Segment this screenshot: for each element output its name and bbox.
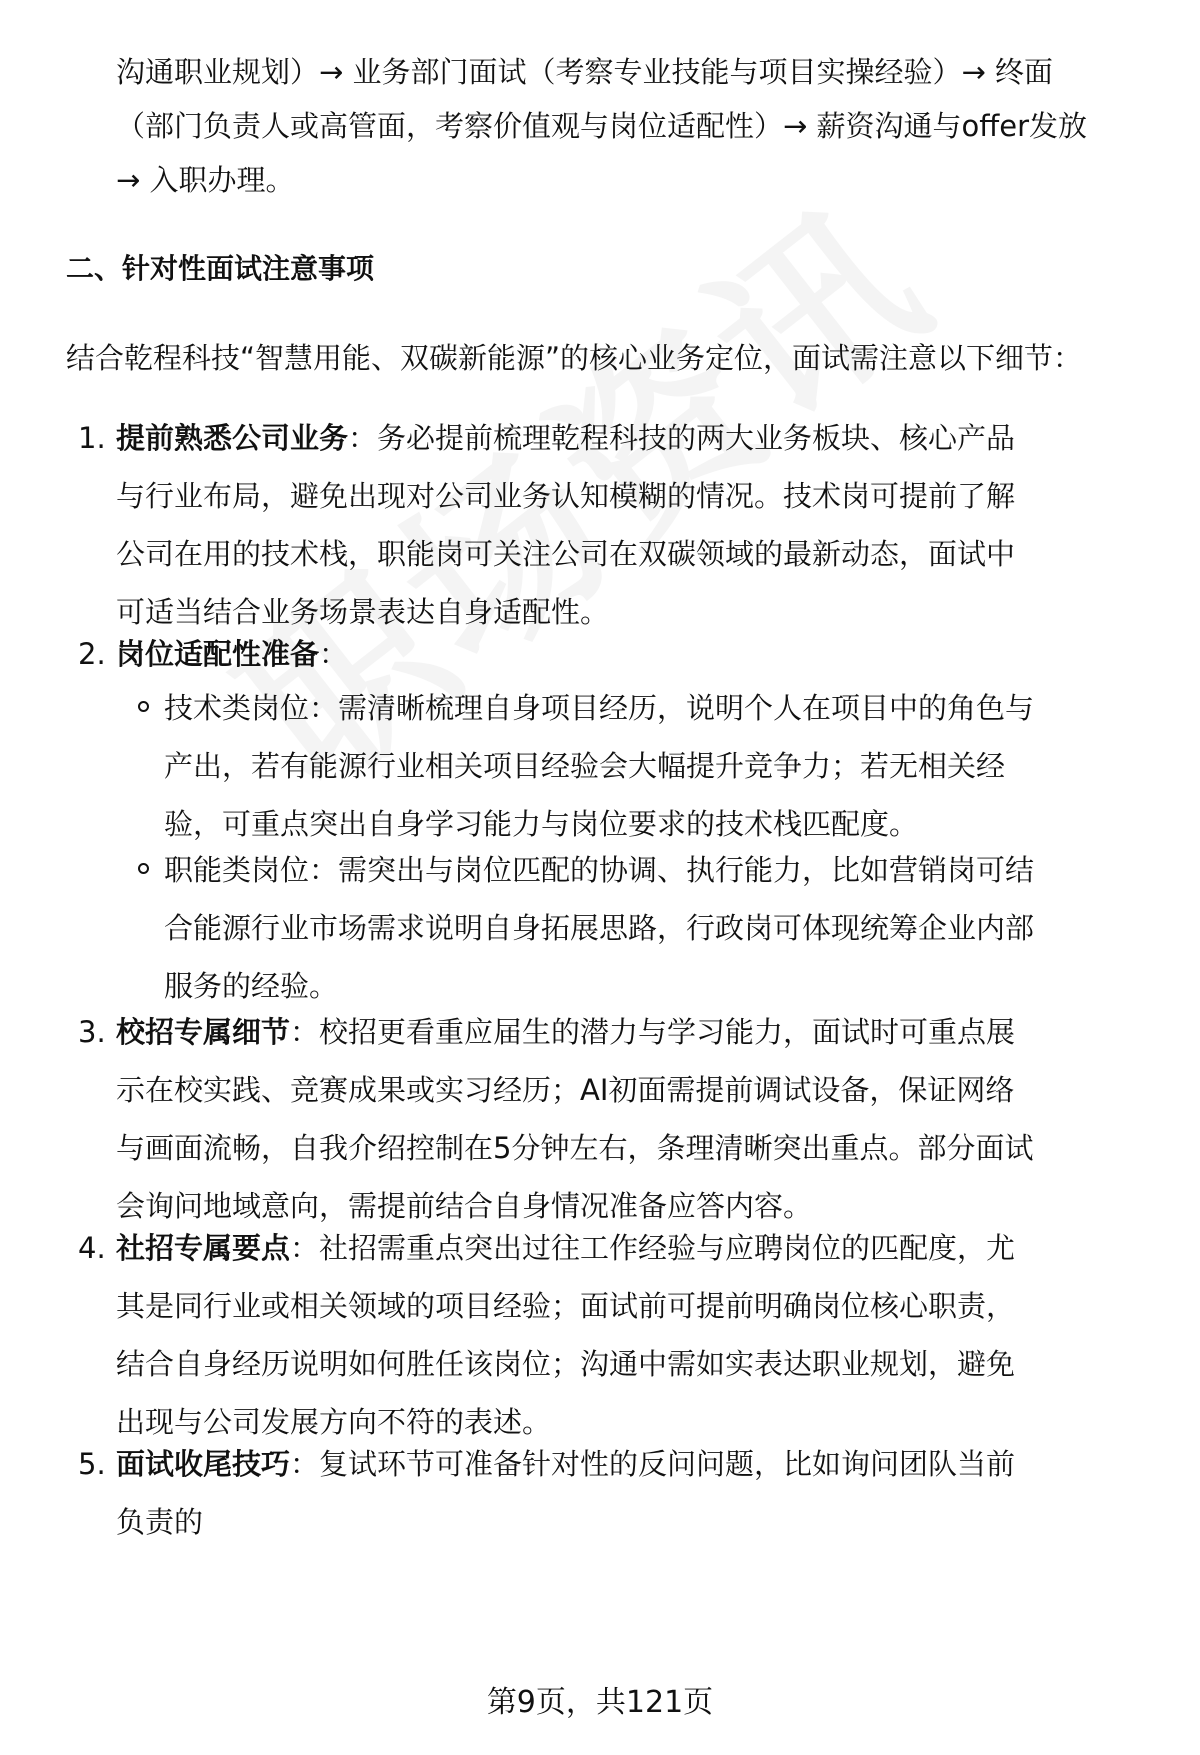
intro-line: （部门负责人或高管面，考察价值观与岗位适配性）→ 薪资沟通与offer发放 [116, 109, 1088, 143]
item-title: 社招专属要点 [116, 1231, 291, 1265]
list-item [116, 1003, 1034, 1235]
list-number: 2. [78, 637, 106, 671]
intro-line: → 入职办理。 [116, 163, 295, 197]
list-number: 1. [78, 421, 106, 455]
item-text: 复试环节可准备针对性的反问问题，比如询问团队当前负责的 [116, 1447, 1016, 1539]
page-footer: 第9页，共121页 [486, 1685, 714, 1720]
item-title: 提前熟悉公司业务 [116, 421, 349, 455]
hollow-bullet-icon [138, 701, 149, 712]
item-text: 务必提前梳理乾程科技的两大业务板块、核心产品与行业布局，避免出现对公司业务认知模糊的情况。技术岗可提前了解公司在用的技术栈，职能岗可关注公司在双碳领域的最新动态，面试中可适当结合业务场景表达自身适配性。 [116, 421, 1016, 629]
section-heading: 二、针对性面试注意事项 [66, 252, 375, 285]
item-colon: ： [290, 1231, 320, 1265]
list-number: 4. [78, 1231, 106, 1265]
list-item [116, 625, 1034, 683]
sub-list-item: 职能类岗位：需突出与岗位匹配的协调、执行能力，比如营销岗可结合能源行业市场需求说明自身拓展思路，行政岗可体现统筹企业内部服务的经验。 [164, 853, 1035, 1003]
item-colon: ： [348, 421, 378, 455]
list-number: 5. [78, 1447, 106, 1481]
item-title: 校招专属细节 [116, 1015, 291, 1049]
intro-line: 沟通职业规划）→ 业务部门面试（考察专业技能与项目实操经验）→ 终面 [116, 55, 1054, 89]
item-title: 岗位适配性准备 [116, 637, 320, 671]
list-item [116, 1435, 1034, 1551]
hollow-bullet-icon [138, 863, 149, 874]
section-intro: 结合乾程科技“智慧用能、双碳新能源”的核心业务定位，面试需注意以下细节： [66, 341, 1083, 375]
item-text: 校招更看重应届生的潜力与学习能力，面试时可重点展示在校实践、竞赛成果或实习经历；AI初面需提前调试设备，保证网络与画面流畅，自我介绍控制在5分钟左右，条理清晰突出重点。部分面试会询问地域意向，需提前结合自身情况准备应答内容。 [116, 1015, 1034, 1223]
item-colon: ： [290, 1447, 320, 1481]
item-colon: ： [319, 637, 349, 671]
list-number: 3. [78, 1015, 106, 1049]
list-item [116, 409, 1034, 641]
item-text: 社招需重点突出过往工作经验与应聘岗位的匹配度，尤其是同行业或相关领域的项目经验；面试前可提前明确岗位核心职责，结合自身经历说明如何胜任该岗位；沟通中需如实表达职业规划，避免出现与公司发展方向不符的表述。 [116, 1231, 1016, 1439]
item-colon: ： [290, 1015, 320, 1049]
list-item [116, 1219, 1034, 1451]
item-title: 面试收尾技巧 [116, 1447, 291, 1481]
sub-list-item: 技术类岗位：需清晰梳理自身项目经历，说明个人在项目中的角色与产出，若有能源行业相关项目经验会大幅提升竞争力；若无相关经验，可重点突出自身学习能力与岗位要求的技术栈匹配度。 [164, 691, 1035, 841]
